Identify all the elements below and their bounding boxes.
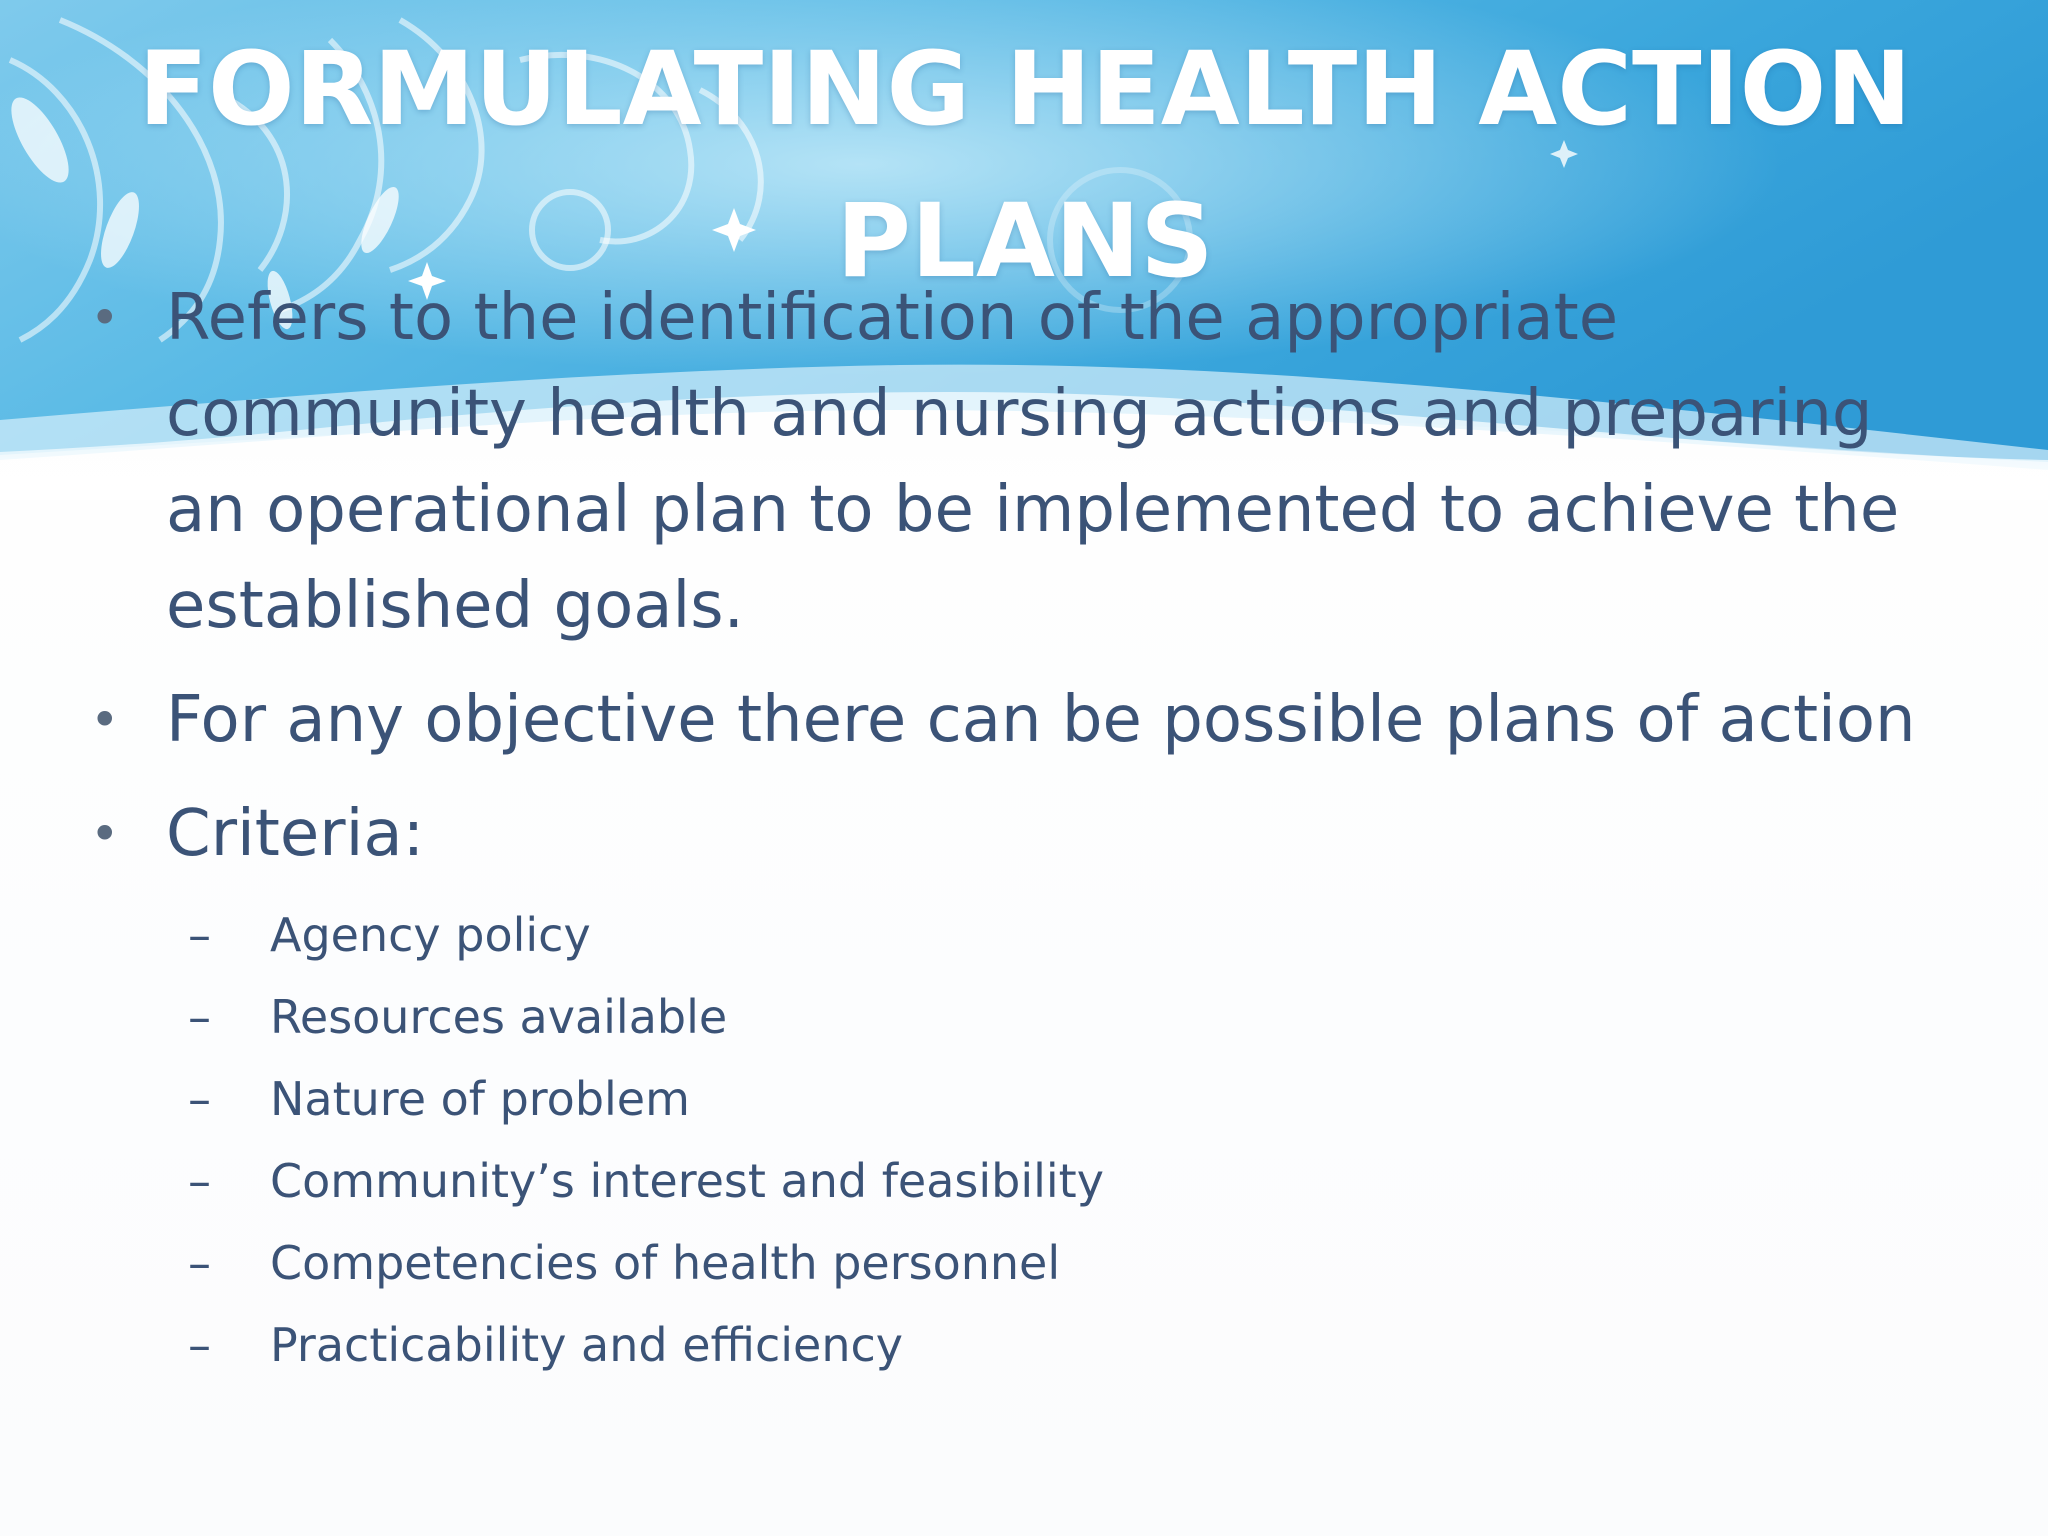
bullet-marker: • <box>90 805 120 863</box>
bullet-text: Refers to the identification of the appropriate community health and nursing actions and preparing an operational plan to be implemented to achieve the established goals. <box>166 281 1900 643</box>
bullet-objective <box>90 672 1970 768</box>
criteria-text: Competencies of health personnel <box>270 1236 1061 1290</box>
criteria-text: Nature of problem <box>270 1072 690 1126</box>
sub-marker: – <box>188 908 211 962</box>
criteria-text: Agency policy <box>270 908 591 962</box>
sub-marker: – <box>188 1072 211 1126</box>
criteria-text: Resources available <box>270 990 728 1044</box>
bullet-marker: • <box>90 289 120 347</box>
sub-marker: – <box>188 1154 211 1208</box>
criteria-item <box>90 894 1970 976</box>
criteria-text: Community’s interest and feasibility <box>270 1154 1104 1208</box>
criteria-item <box>90 976 1970 1058</box>
bullet-text: Criteria: <box>166 797 425 871</box>
criteria-item <box>90 1304 1970 1386</box>
criteria-list <box>90 894 1970 1386</box>
bullet-text: For any objective there can be possible plans of action <box>166 683 1916 757</box>
criteria-item <box>90 1222 1970 1304</box>
bullet-marker: • <box>90 691 120 749</box>
slide-body <box>90 270 1970 1386</box>
criteria-item <box>90 1140 1970 1222</box>
criteria-text: Practicability and efficiency <box>270 1318 904 1372</box>
criteria-item <box>90 1058 1970 1140</box>
sub-marker: – <box>188 1318 211 1372</box>
sub-marker: – <box>188 990 211 1044</box>
sub-marker: – <box>188 1236 211 1290</box>
slide-title: FORMULATING HEALTH ACTION PLANS <box>138 30 1912 301</box>
bullet-definition <box>90 270 1970 654</box>
bullet-criteria <box>90 786 1970 882</box>
